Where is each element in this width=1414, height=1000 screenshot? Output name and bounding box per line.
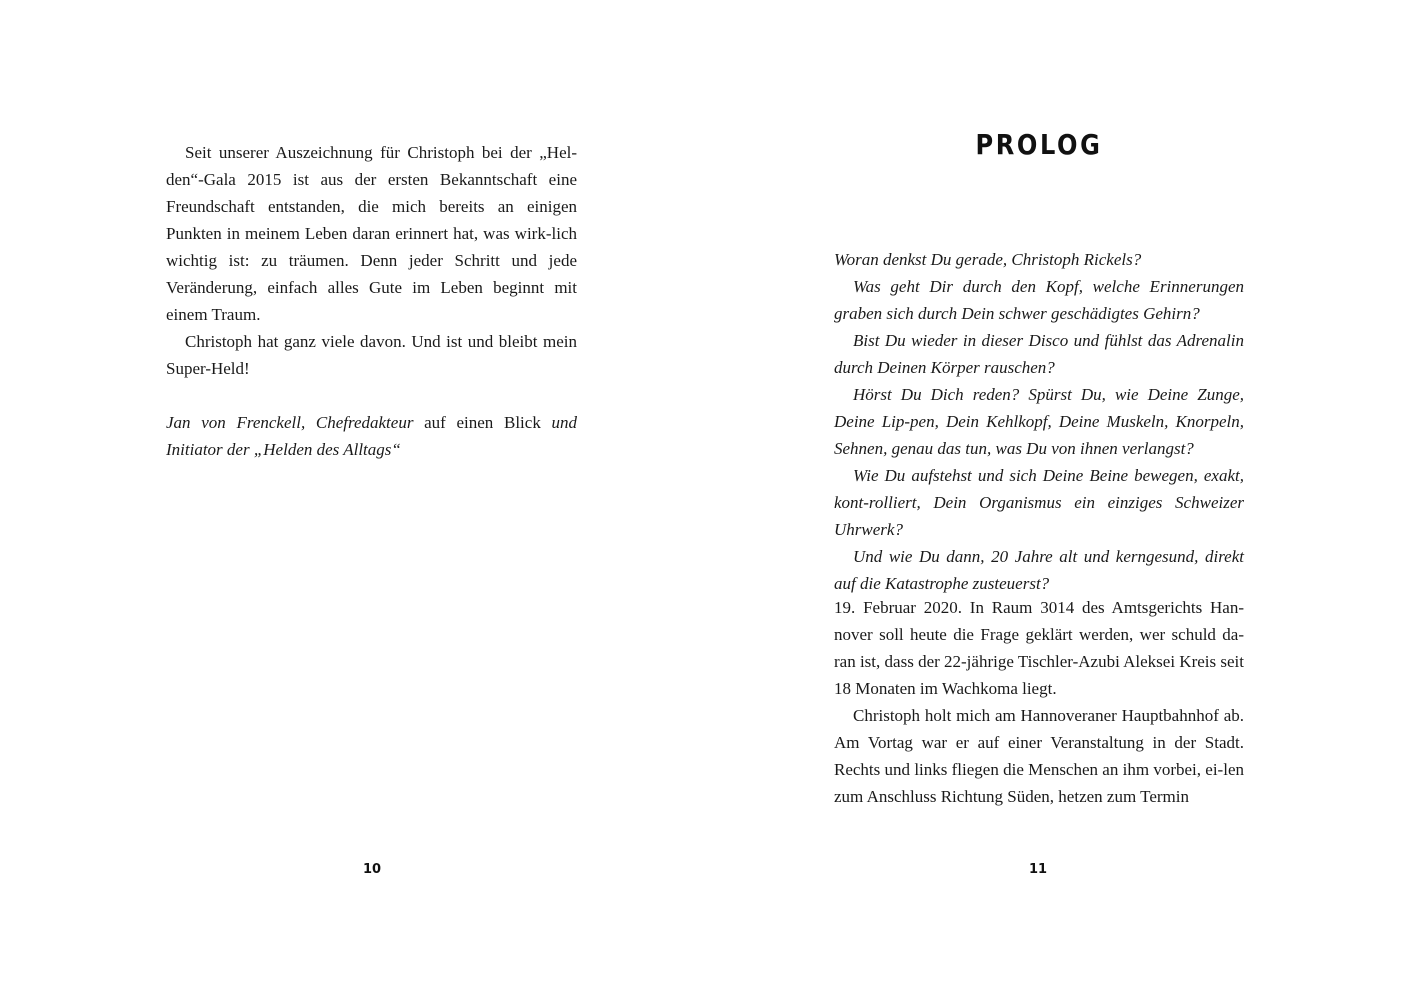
- italic-paragraph: Und wie Du dann, 20 Jahre alt und kerngesund, direkt auf die Katastrophe zusteuerst?: [834, 547, 1244, 593]
- paragraph: Christoph holt mich am Hannoveraner Hauptbahnhof ab. Am Vortag war er auf einer Veranstaltung in der Stadt. Rechts und links fliegen die Menschen an ihm vorbei, ei-len zum Anschluss Richtung Süden, hetzen zum Termin: [834, 706, 1244, 806]
- chapter-title: PROLOG: [975, 128, 1103, 161]
- paragraph: Christoph hat ganz viele davon. Und ist und bleibt mein Super-Held!: [166, 332, 577, 378]
- prolog-italic-text: [834, 246, 1244, 597]
- signature-role: und Initiator der „Helden des Alltags“: [166, 413, 577, 459]
- prolog-body-text: [834, 594, 1244, 810]
- italic-paragraph: Woran denkst Du gerade, Christoph Rickels?: [834, 250, 1142, 269]
- right-page: [707, 0, 1414, 1000]
- signature-middle: auf einen Blick: [413, 413, 552, 432]
- italic-paragraph: Wie Du aufstehst und sich Deine Beine bewegen, exakt, kont-rolliert, Dein Organismus ein einziges Schweizer Uhrwerk?: [834, 466, 1244, 539]
- italic-paragraph: Bist Du wieder in dieser Disco und fühlst das Adrenalin durch Deinen Körper rauschen?: [834, 331, 1244, 377]
- italic-paragraph: Hörst Du Dich reden? Spürst Du, wie Deine Zunge, Deine Lip-pen, Dein Kehlkopf, Deine Muskeln, Knorpeln, Sehnen, genau das tun, was Du von ihnen verlangst?: [834, 385, 1244, 458]
- paragraph: 19. Februar 2020. In Raum 3014 des Amtsgerichts Han-nover soll heute die Frage geklärt werden, wer schuld da-ran ist, dass der 22-jährige Tischler-Azubi Aleksei Kreis seit 18 Monaten im Wachkoma liegt.: [834, 598, 1244, 698]
- page-number: 10: [362, 862, 382, 877]
- signature: [166, 409, 577, 463]
- italic-paragraph: Was geht Dir durch den Kopf, welche Erinnerungen graben sich durch Dein schwer geschädigtes Gehirn?: [834, 277, 1244, 323]
- left-page-text: [166, 139, 577, 463]
- page-number: 11: [1028, 862, 1048, 877]
- signature-name: Jan von Frenckell, Chefredakteur: [166, 413, 414, 432]
- paragraph: Seit unserer Auszeichnung für Christoph bei der „Hel-den“-Gala 2015 ist aus der ersten Bekanntschaft eine Freundschaft entstanden, die mich bereits an einigen Punkten in meinem Leben daran erinnert hat, was wirk-lich wichtig ist: zu träumen. Denn jeder Schritt und jede Veränderung, einfach alles Gute im Leben beginnt mit einem Traum.: [166, 143, 577, 324]
